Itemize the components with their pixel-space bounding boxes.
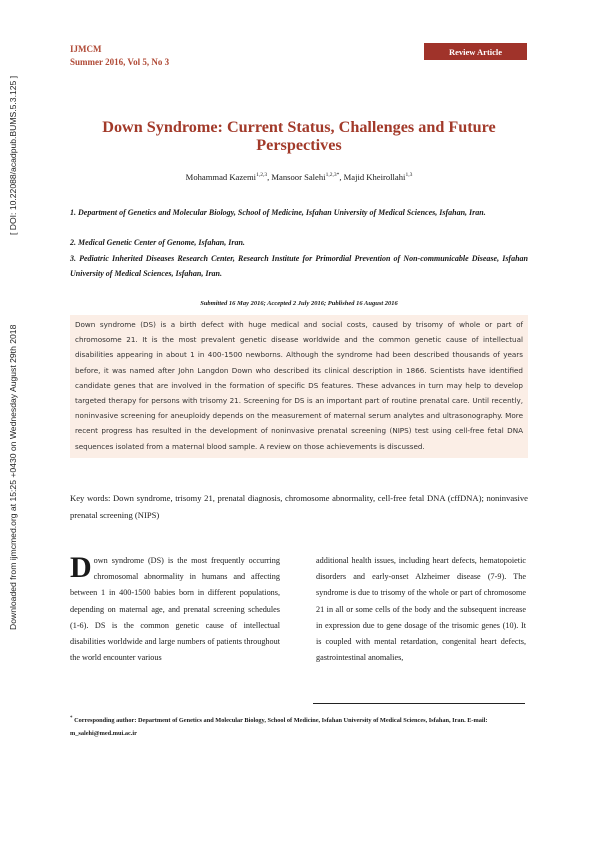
author-affiliation-marker: 1,2,3* xyxy=(325,172,340,179)
keywords-text: Down syndrome, trisomy 21, prenatal diagnosis, chromosome abnormality, cell-free fetal DNA (cffDNA); noninvasive prenatal screening (NIPS) xyxy=(70,493,528,520)
author-name: Mansoor Salehi xyxy=(271,172,326,182)
author-name: Mohammad Kazemi xyxy=(185,172,257,182)
article-type-badge: Review Article xyxy=(424,43,527,60)
body-text: own syndrome (DS) is the most frequently occurring chromosomal abnormality in humans and affecting between 1 in 400-1500 babies born in different populations, depending on maternal age, and prenatal screening schedules (1-6). DS is the common genetic cause of intellectual disabilities worldwide and large numbers of patients throughout the world encounter various xyxy=(70,556,280,663)
doi-link[interactable]: [ DOI: 10.22088/acadpub.BUMS.5.3.125 ] xyxy=(8,75,18,235)
article-title: Down Syndrome: Current Status, Challenges and Future Perspectives xyxy=(102,118,496,154)
publication-dates: Submitted 16 May 2016; Accepted 2 July 2016; Published 16 August 2016 xyxy=(200,300,398,307)
affiliation: 3. Pediatric Inherited Diseases Research Center, Research Institute for Primordial Prevention of Non-communicable Disease, Isfahan University of Medical Sciences, Isfahan, Iran. xyxy=(70,254,528,278)
journal-name: IJMCM xyxy=(70,44,102,54)
download-notice: Downloaded from ijmcmed.org at 15:25 +0430 on Wednesday August 29th 2018 xyxy=(8,324,18,630)
journal-header xyxy=(70,43,169,69)
journal-issue: Summer 2016, Vol 5, No 3 xyxy=(70,57,170,67)
author-name: Majid Kheirollahi xyxy=(343,172,406,182)
abstract: Down syndrome (DS) is a birth defect with huge medical and social costs, caused by trisomy of whole or part of chromosome 21. It is the most prevalent genetic disease worldwide and the common genetic cause of intellectual disabilities appearing in about 1 in 400-1500 newborns. Although the syndrome had been described thousands of years before, it was named after John Langdon Down who described its clinical description in 1866. Scientists have identified candidate genes that are involved in the formation of specific DS features. These advances in turn may help to develop targeted therapy for persons with trisomy 21. Screening for DS is an important part of routine prenatal care. Until recently, noninvasive screening for aneuploidy depends on the measurement of maternal serum analytes and ultrasonography. More recent progress has resulted in the development of noninvasive prenatal screening (NIPS) test using cell-free fetal DNA sequences isolated from a maternal blood sample. A review on those achievements is discussed. xyxy=(70,315,528,458)
side-margin-note xyxy=(7,50,27,630)
footnote-divider xyxy=(313,703,525,704)
footnote xyxy=(70,712,528,740)
footnote-text: Corresponding author: Department of Genetics and Molecular Biology, School of Medicine, Isfahan University of Medical Sciences, Isfahan, Iran. E-mail: m_salehi@med.mui.ac.ir xyxy=(70,717,488,738)
body-column-right: additional health issues, including heart defects, hematopoietic disorders and early-onset Alzheimer disease (7-9). The syndrome is due to trisomy of the whole or part of chromosome 21 in all or some cells of the body and the subsequent increase in expression due to gene dosage of the trisomic genes (10). It is coupled with mental retardation, congenital heart defects, gastrointestinal anomalies, xyxy=(316,556,526,663)
author-affiliation-marker: 1,2,3 xyxy=(256,172,268,179)
footnote-marker: * xyxy=(70,716,73,721)
author-affiliation-marker: 1,3 xyxy=(405,172,413,179)
affiliation: 1. Department of Genetics and Molecular Biology, School of Medicine, Isfahan University of Medical Sciences, Isfahan, Iran. xyxy=(70,208,486,217)
drop-cap: D xyxy=(70,551,92,584)
keywords xyxy=(70,490,528,524)
body-column-left xyxy=(70,553,280,666)
author-separator: , xyxy=(267,172,272,182)
author-separator: , xyxy=(339,172,344,182)
affiliation: 2. Medical Genetic Center of Genome, Isfahan, Iran. xyxy=(70,238,245,247)
author-list xyxy=(60,172,538,182)
keywords-label: Key words: xyxy=(70,493,111,503)
